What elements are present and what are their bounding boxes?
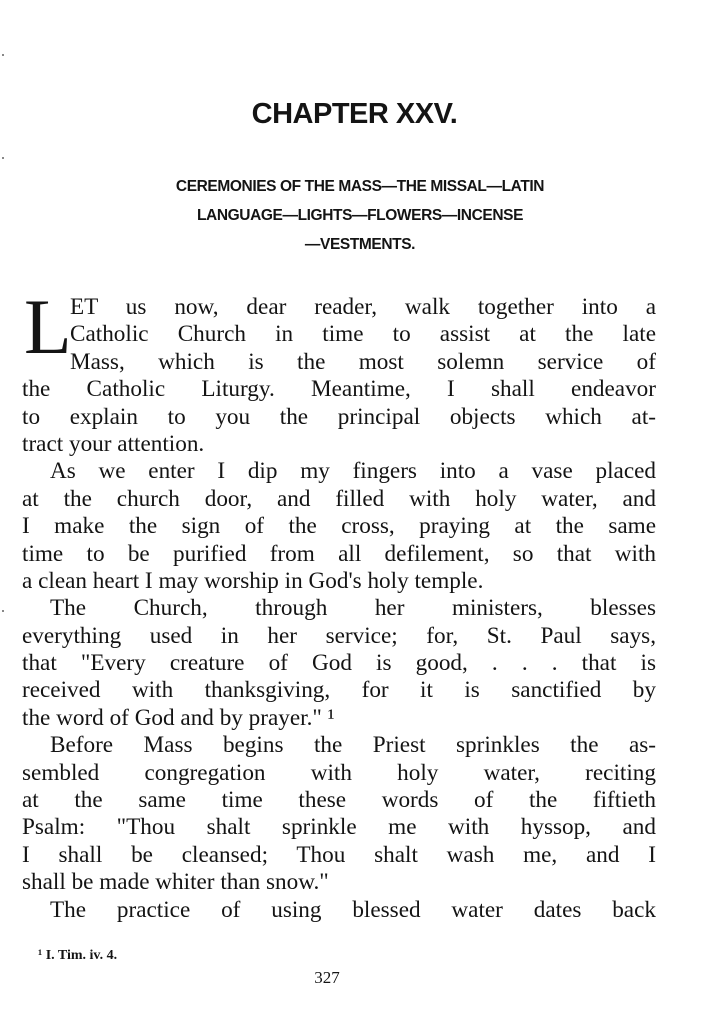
body-text: [22, 283, 656, 924]
scan-speck: [2, 157, 4, 159]
text-line: ET us now, dear reader, walk together into a: [70, 294, 656, 320]
text-line: at the church door, and filled with holy water, and: [22, 485, 656, 512]
text-line: received with thanksgiving, for it is sanctified by: [22, 677, 656, 704]
text-line: Catholic Church in time to assist at the late: [70, 321, 656, 348]
text-line: to explain to you the principal objects which at-: [22, 403, 656, 430]
subtitle-line: CEREMONIES OF THE MASS—THE MISSAL—LATIN: [175, 178, 545, 195]
text-line: at the same time these words of the fiftieth: [22, 787, 656, 814]
text-line: shall be made whiter than snow.": [22, 869, 329, 896]
text-line: tract your attention.: [22, 430, 205, 457]
text-line: time to be purified from all defilement, so that with: [22, 540, 656, 567]
text-line: The Church, through her ministers, blesses: [50, 595, 656, 622]
text-line: sembled congregation with holy water, reciting: [22, 759, 656, 786]
page-number: 327: [314, 968, 340, 987]
drop-cap: L: [24, 283, 72, 370]
text-line: The practice of using blessed water dates back: [50, 896, 656, 923]
text-line: Before Mass begins the Priest sprinkles the as-: [50, 732, 656, 759]
scan-speck: [2, 54, 4, 56]
text-line: that "Every creature of God is good, . . . that is: [22, 650, 656, 677]
text-line: As we enter I dip my fingers into a vase placed: [50, 458, 656, 485]
text-line: a clean heart I may worship in God's holy temple.: [22, 567, 484, 594]
text-line: the word of God and by prayer." ¹: [22, 704, 335, 731]
text-line: everything used in her service; for, St. Paul says,: [22, 622, 656, 649]
text-line: I shall be cleansed; Thou shalt wash me, and I: [22, 841, 656, 868]
text-line: Psalm: "Thou shalt sprinkle me with hyssop, and: [22, 814, 656, 841]
text-line: I make the sign of the cross, praying at the same: [22, 513, 656, 540]
chapter-subtitle: [40, 172, 680, 259]
footnote: ¹ I. Tim. iv. 4.: [38, 948, 118, 963]
chapter-title: CHAPTER XXV.: [251, 98, 458, 130]
text-line: Mass, which is the most solemn service of: [70, 348, 656, 375]
text-line: the Catholic Liturgy. Meantime, I shall endeavor: [22, 376, 656, 403]
subtitle-line: LANGUAGE—LIGHTS—FLOWERS—INCENSE: [196, 207, 524, 224]
subtitle-line: —VESTMENTS.: [304, 236, 416, 253]
scan-speck: [2, 610, 4, 612]
